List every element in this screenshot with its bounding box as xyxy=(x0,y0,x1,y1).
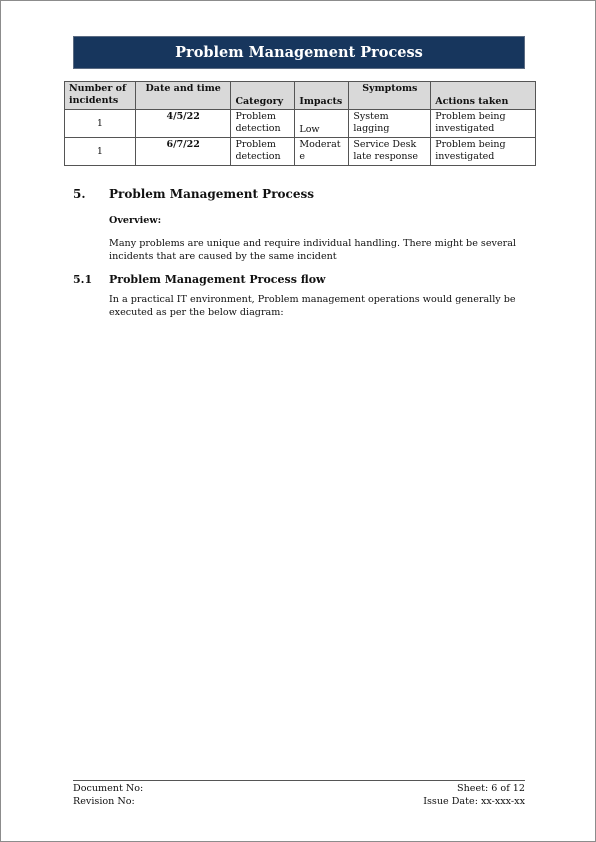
table-row xyxy=(65,138,536,166)
cell-category: Problem detection xyxy=(231,110,295,138)
section-5-1-number: 5.1 xyxy=(73,273,93,286)
header-symptoms: Symptoms xyxy=(349,82,431,110)
header-date-and-time: Date and time xyxy=(135,82,231,110)
header-actions-taken: Actions taken xyxy=(431,82,536,110)
process-flow-paragraph: In a practical IT environment, Problem management operations would generally be executed as per the below diagram: xyxy=(109,294,516,318)
table-row xyxy=(65,110,536,138)
overview-label: Overview: xyxy=(109,215,162,226)
footer-row-1 xyxy=(73,782,525,795)
section-5-number: 5. xyxy=(73,187,86,201)
cell-actions: Problem being investigated xyxy=(431,110,536,138)
incidents-table xyxy=(64,81,536,166)
cell-impact: Low xyxy=(295,110,349,138)
footer-revision-no: Revision No: xyxy=(73,796,135,807)
cell-category: Problem detection xyxy=(231,138,295,166)
cell-date: 6/7/22 xyxy=(135,138,231,166)
footer-sheet: Sheet: 6 of 12 xyxy=(457,783,525,794)
section-5-title: Problem Management Process xyxy=(109,187,314,201)
cell-symptoms: System lagging xyxy=(349,110,431,138)
cell-actions: Problem being investigated xyxy=(431,138,536,166)
overview-paragraph: Many problems are unique and require individual handling. There might be several incidents that are caused by the same incident xyxy=(109,238,516,262)
footer-row-2 xyxy=(73,795,525,808)
header-impacts: Impacts xyxy=(295,82,349,110)
header-number-of-incidents: Number of incidents xyxy=(65,82,136,110)
page-title-banner xyxy=(73,36,525,69)
cell-number: 1 xyxy=(65,138,136,166)
cell-impact: Moderate xyxy=(295,138,349,166)
section-5-1-title: Problem Management Process flow xyxy=(109,273,326,286)
footer-divider xyxy=(73,780,525,781)
footer-issue-date: Issue Date: xx-xxx-xx xyxy=(423,796,525,807)
page-title: Problem Management Process xyxy=(175,44,423,61)
table-header-row xyxy=(65,82,536,110)
footer-document-no: Document No: xyxy=(73,783,144,794)
header-category: Category xyxy=(231,82,295,110)
cell-date: 4/5/22 xyxy=(135,110,231,138)
cell-symptoms: Service Desk late response xyxy=(349,138,431,166)
cell-number: 1 xyxy=(65,110,136,138)
